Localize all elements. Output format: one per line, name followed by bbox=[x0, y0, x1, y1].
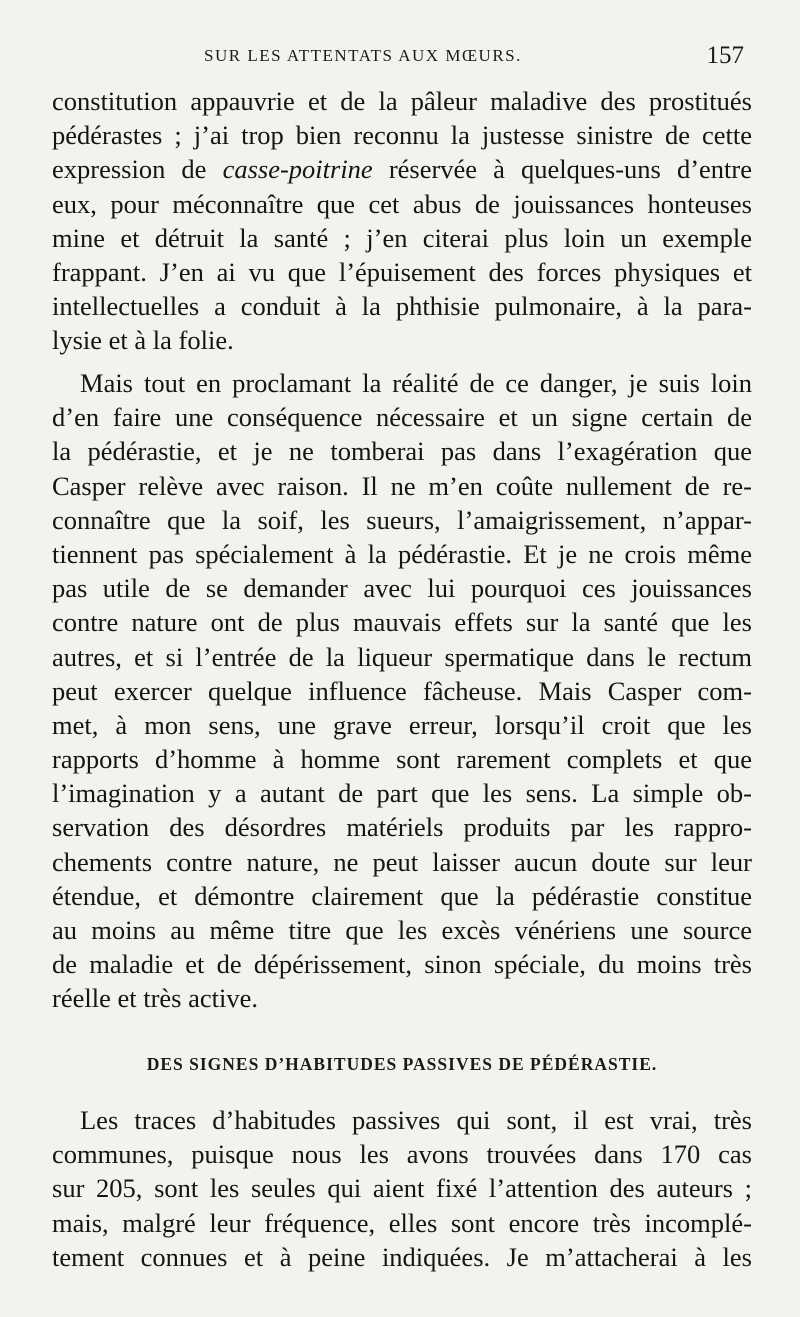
text-line: connaître que la soif, les sueurs, l’amaigrissement, n’appar- bbox=[52, 504, 752, 535]
text-line: de maladie et de dépérissement, sinon spéciale, du moins très bbox=[52, 949, 752, 980]
text-line: contre nature ont de plus mauvais effets sur la santé que les bbox=[52, 607, 752, 638]
text-line: Mais tout en proclamant la réalité de ce danger, je suis loin bbox=[80, 368, 752, 398]
text-line: frappant. J’en ai vu que l’épuisement des forces physiques et bbox=[52, 256, 752, 287]
text-fragment: réservée à quelques-uns d’entre bbox=[388, 154, 752, 185]
paragraph-3 bbox=[52, 1103, 752, 1274]
text-line: eux, pour méconnaître que cet abus de jouissances honteuses bbox=[52, 188, 752, 219]
text-line: pas utile de se demander avec lui pourquoi ces jouissances bbox=[52, 573, 752, 604]
text-line: Casper relève avec raison. Il ne m’en coûte nullement de re- bbox=[52, 470, 752, 501]
page-number: 157 bbox=[706, 42, 744, 69]
text-line: met, à mon sens, une grave erreur, lorsqu’il croit que les bbox=[52, 709, 752, 740]
text-line: au moins au même titre que les excès vénériens une source bbox=[52, 915, 752, 945]
text-line: constitution appauvrie et de la pâleur maladive des prostitués bbox=[52, 86, 752, 116]
text-line: Les traces d’habitudes passives qui sont, il est vrai, très bbox=[80, 1105, 752, 1135]
text-line: la pédérastie, et je ne tomberai pas dans l’exagération que bbox=[52, 436, 752, 467]
text-line: mine et détruit la santé ; j’en citerai plus loin un exemple bbox=[52, 222, 752, 253]
text-line: étendue, et démontre clairement que la pédérastie constitue bbox=[52, 880, 752, 911]
italic-term: casse-poitrine bbox=[222, 154, 373, 185]
text-line: mais, malgré leur fréquence, elles sont encore très incomplé- bbox=[52, 1207, 752, 1238]
text-line: chements contre nature, ne peut laisser aucun doute sur leur bbox=[52, 846, 752, 877]
paragraph-2 bbox=[52, 366, 752, 1016]
text-line: d’en faire une conséquence nécessaire et un signe certain de bbox=[52, 402, 752, 433]
text-line: sur 205, sont les seules qui aient fixé l’attention des auteurs ; bbox=[52, 1173, 752, 1204]
text-line: servation des désordres matériels produits par les rappro- bbox=[52, 812, 752, 843]
text-fragment: expression de bbox=[52, 154, 207, 185]
text-line bbox=[52, 152, 752, 186]
text-line: l’imagination y a autant de part que les sens. La simple ob- bbox=[52, 778, 752, 809]
text-line: intellectuelles a conduit à la phthisie pulmonaire, à la para- bbox=[52, 291, 752, 322]
running-head: SUR LES ATTENTATS AUX MŒURS. bbox=[204, 46, 522, 65]
text-line: communes, puisque nous les avons trouvées dans 170 cas bbox=[52, 1139, 752, 1170]
text-line: peut exercer quelque influence fâcheuse. Mais Casper com- bbox=[52, 675, 752, 706]
text-line: réelle et très active. bbox=[52, 983, 258, 1014]
page-header bbox=[52, 42, 744, 76]
text-line: pédérastes ; j’ai trop bien reconnu la justesse sinistre de cette bbox=[52, 120, 752, 151]
text-line: rapports d’homme à homme sont rarement complets et que bbox=[52, 744, 752, 775]
paragraph-1 bbox=[52, 84, 752, 358]
text-line: lysie et à la folie. bbox=[52, 325, 234, 356]
section-heading: DES SIGNES D’HABITUDES PASSIVES DE PÉDÉRASTIE. bbox=[146, 1054, 658, 1074]
text-line: tiennent pas spécialement à la pédérastie. Et je ne crois même bbox=[52, 538, 752, 569]
text-line: tement connues et à peine indiquées. Je m’attacherai à les bbox=[52, 1241, 752, 1272]
text-line: autres, et si l’entrée de la liqueur spermatique dans le rectum bbox=[52, 641, 752, 672]
